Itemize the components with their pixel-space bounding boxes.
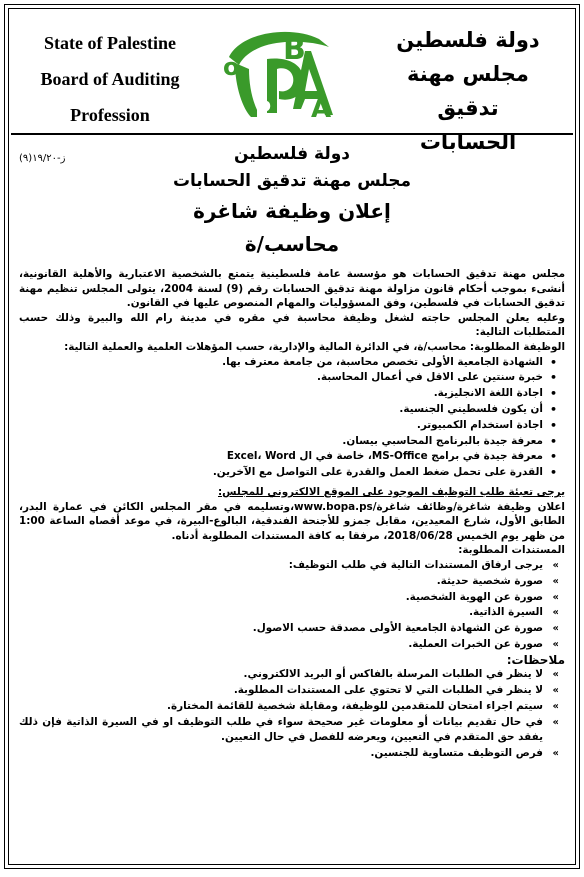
requirement-item: • معرفة جيدة بالبرنامج المحاسبي بيسان. [19, 434, 543, 450]
requirement-item: • الشهادة الجامعية الأولى تخصص محاسبة، من جامعة معترف بها. [19, 355, 543, 371]
bopa-logo [221, 17, 351, 127]
title-job: محاسب/ة [244, 232, 340, 256]
header-en-line: Profession [70, 105, 150, 125]
announce-paragraph: وعليه يعلن المجلس حاجته لشغل وظيفة محاسبة في مقره في مدينة رام الله والبيرة وذلك حسب المتطلبات التالية: [19, 311, 565, 339]
document-item: » السيرة الذاتية. [19, 605, 543, 621]
document-page [4, 4, 580, 869]
title-board: مجلس مهنة تدقيق الحسابات [172, 171, 412, 191]
requirement-item: • اجادة اللغة الانجليزية. [19, 386, 543, 402]
job-line: الوظيفة المطلوبة: محاسب/ة، في الدائرة المالية والإدارية، حسب المؤهلات العلمية والعملية التالية: [64, 340, 565, 353]
document-item: » صورة عن الهوية الشخصية. [19, 590, 543, 606]
document-item: » يرجى ارفاق المستندات التالية في طلب التوظيف: [19, 558, 543, 574]
header-en-line: Board of Auditing [40, 69, 180, 89]
requirement-item: • اجادة استخدام الكمبيوتر. [19, 418, 543, 434]
announcement-body [19, 267, 565, 762]
logo-letter-p: P [255, 98, 272, 123]
document-item: » صورة عن الخبرات العملية. [19, 637, 543, 653]
title-announcement: إعلان وظيفة شاغرة [193, 199, 391, 223]
documents-title: المستندات المطلوبة: [458, 544, 565, 557]
document-item: » صورة عن الشهادة الجامعية الأولى مصدقة حسب الاصول. [19, 621, 543, 637]
header-ar-line: دولة فلسطين [396, 28, 540, 52]
note-item: » سيتم اجراء امتحان للمتقدمين للوظيفة، ومقابلة شخصية للقائمة المختارة. [19, 699, 543, 715]
header-english [25, 25, 195, 133]
intro-paragraph: مجلس مهنة تدقيق الحسابات هو مؤسسة عامة فلسطينية يتمتع بالشخصية الاعتبارية والأهلية القانونية، أنشىء بموجب أحكام قانون مزاولة مهنة تدقيق الحسابات رقم (9) لسنة 2004، يتولى المجلس تنظيم مهنة تدقيق الحسابات في فلسطين، وفق المسؤوليات والمهام المنصوص عليها في القانون. [19, 268, 565, 310]
apply-paragraph: اعلان وظيفة شاغرة/وظائف شاغرة/www.bopa.ps،وتسليمه في مقر المجلس الكائن في عمارة البدر، الطابق الأول، شارع المعيدين، مقابل جمزو للأجنحة الفندقية، البالوع-البيرة، في موعد أقصاه الساعة 1:00 من ظهر يوم الخميس 2018/06/28، مرفقا به كافة المستندات المطلوبة أدناه. [19, 500, 565, 542]
note-item: » في حال تقديم بيانات أو معلومات غير صحيحة سواء في طلب التوظيف او في السيرة الذاتية فإن ذلك يفقد حق المتقدم في التعيين، ويعرضه للفصل في حال التعيين. [19, 715, 543, 747]
header-en-line: State of Palestine [44, 33, 176, 53]
notes-list [19, 667, 565, 762]
note-item: » فرص التوظيف متساوية للجنسين. [19, 746, 543, 762]
requirements-list [19, 355, 565, 481]
logo-letter-o: o [223, 53, 240, 81]
logo-letter-b: B [283, 32, 306, 67]
apply-title: يرجى تعبئة طلب التوظيف الموجود على الموقع الالكتروني للمجلس: [218, 485, 565, 498]
requirement-item: • أن يكون فلسطيني الجنسية. [19, 402, 543, 418]
note-item: » لا ينظر في الطلبات المرسلة بالفاكس أو البريد الالكتروني. [19, 667, 543, 683]
title-state: دولة فلسطين [233, 144, 351, 164]
document-item: » صورة شخصية حديثة. [19, 574, 543, 590]
documents-list [19, 558, 565, 653]
requirement-item: • خبرة سنتين على الاقل في أعمال المحاسبة. [19, 370, 543, 386]
header-arabic [373, 23, 563, 159]
requirement-item: • معرفة جيدة في برامج MS-Office، خاصة في ال Excel، Word [19, 449, 543, 465]
header-ar-line: مجلس مهنة تدقيق [407, 62, 529, 120]
header-divider [11, 133, 573, 135]
requirement-item: • القدرة على تحمل ضغط العمل والقدرة على التواصل مع الآخرين. [19, 465, 543, 481]
notes-title: ملاحظات: [506, 652, 565, 667]
logo-letter-a: A [311, 94, 332, 124]
header-ar-line: الحسابات [419, 130, 517, 154]
note-item: » لا ينظر في الطلبات التي لا تحتوي على المستندات المطلوبة. [19, 683, 543, 699]
reference-number: ز-١٩/٢٠(٩) [19, 153, 66, 164]
